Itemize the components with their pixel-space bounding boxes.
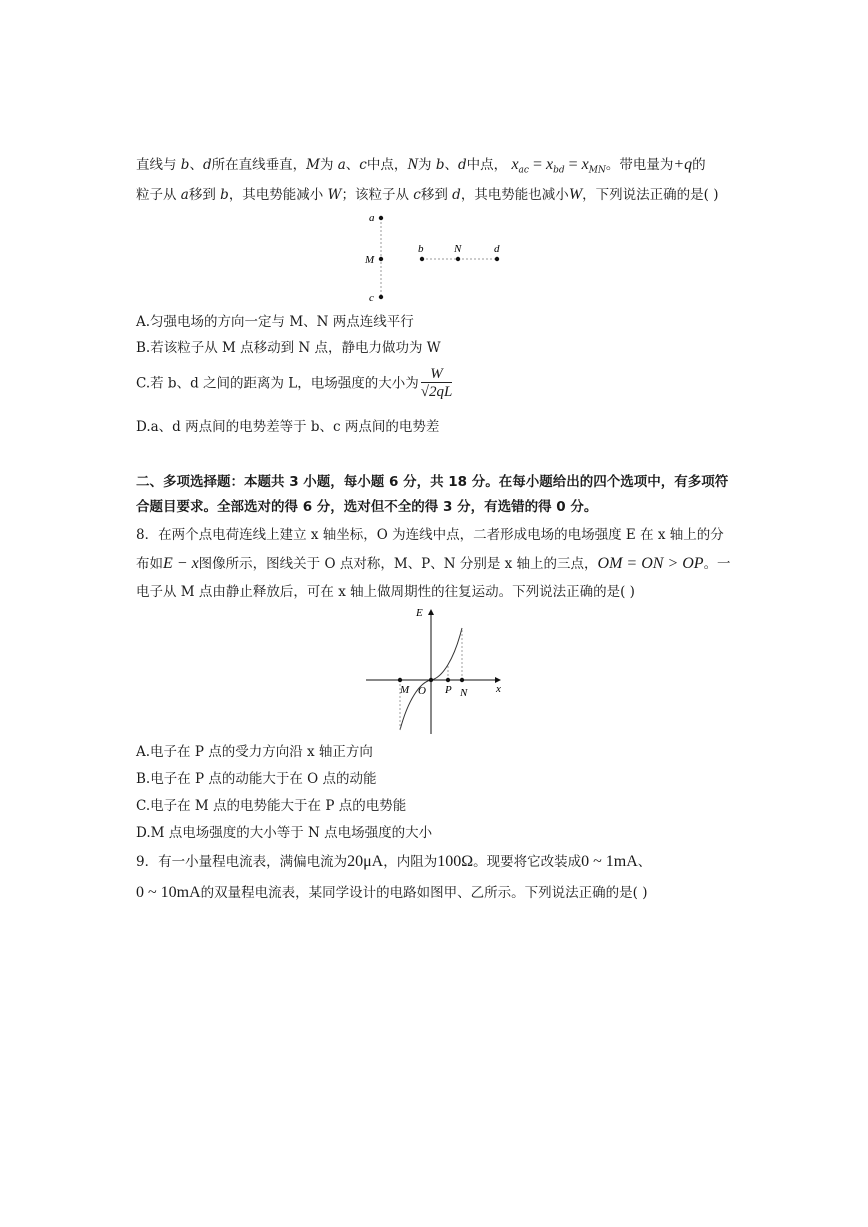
- label-N: N: [460, 687, 468, 699]
- q8-option-b: B.电子在 P 点的动能大于在 O 点的动能: [136, 771, 377, 787]
- point-a: [379, 216, 383, 220]
- label-M: M: [400, 684, 410, 696]
- q7-line-2: 粒子从 a移到 b，其电势能减小 W；该粒子从 c移到 d，其电势能也减小W，下列说法正确的是( ): [136, 186, 719, 203]
- q8-option-d: D.M 点电场强度的大小等于 N 点电场强度的大小: [136, 825, 433, 841]
- q9-line-1: 9．有一小量程电流表，满偏电流为20μA，内阻为100Ω。现要将它改装成0 ~ 1mA、: [136, 853, 652, 870]
- point-O: [429, 678, 433, 682]
- label-d: d: [494, 243, 500, 255]
- label-N: N: [454, 243, 462, 255]
- q8-line-2: 布如E − x图像所示，图线关于 O 点对称，M、P、N 分别是 x 轴上的三点，OM = ON > OP。一: [136, 555, 731, 572]
- label-P: P: [445, 684, 452, 696]
- q8-line-3: 电子从 M 点由静止释放后，可在 x 轴上做周期性的往复运动。下列说法正确的是( ): [136, 584, 635, 600]
- q8-option-a: A.电子在 P 点的受力方向沿 x 轴正方向: [136, 744, 373, 760]
- point-N: [460, 678, 464, 682]
- q7-option-a: A.匀强电场的方向一定与 M、N 两点连线平行: [136, 314, 414, 330]
- label-M: M: [365, 254, 375, 266]
- point-c: [379, 295, 383, 299]
- point-d: [495, 257, 499, 261]
- point-b: [420, 257, 424, 261]
- fraction: $\frac{W}{√2qL}$: [420, 366, 453, 400]
- q8-option-c: C.电子在 M 点的电势能大于在 P 点的电势能: [136, 798, 407, 814]
- section-header-line-2: 合题目要求。全部选对的得 6 分，选对但不全的得 3 分，有选错的得 0 分。: [136, 499, 598, 515]
- q7-line-1: 直线与 b、d所在直线垂直，M为 a、c中点，N为 b、d中点， $x_{ac} = x_{bd} = x_{MN}$。带电量为+q的: [136, 156, 706, 176]
- label-a: a: [369, 212, 375, 224]
- point-N: [456, 257, 460, 261]
- point-P: [446, 678, 450, 682]
- q9-line-2: 0 ~ 10mA的双量程电流表，某同学设计的电路如图甲、乙所示。下列说法正确的是( ): [136, 884, 648, 901]
- q8-line-1: 8．在两个点电荷连线上建立 x 轴坐标，O 为连线中点，二者形成电场的电场强度 E 在 x 轴上的分: [136, 527, 724, 543]
- label-O: O: [418, 685, 426, 697]
- q7-figure: [360, 208, 510, 304]
- point-M: [379, 257, 383, 261]
- label-E: E: [416, 607, 423, 619]
- label-c: c: [369, 292, 374, 304]
- q7-option-c: C.若 b、d 之间的距离为 L，电场强度的大小为 $\frac{W}{√2qL}$: [136, 366, 453, 400]
- q7-option-d: D.a、d 两点间的电势差等于 b、c 两点间的电势差: [136, 419, 440, 435]
- q8-e-x-graph: [360, 602, 510, 738]
- label-x: x: [496, 683, 501, 695]
- q7-option-b: B.若该粒子从 M 点移动到 N 点，静电力做功为 W: [136, 340, 441, 356]
- section-header-line-1: 二、多项选择题：本题共 3 小题，每小题 6 分，共 18 分。在每小题给出的四个选项中，有多项符: [136, 474, 729, 490]
- label-b: b: [418, 243, 424, 255]
- point-M: [398, 678, 402, 682]
